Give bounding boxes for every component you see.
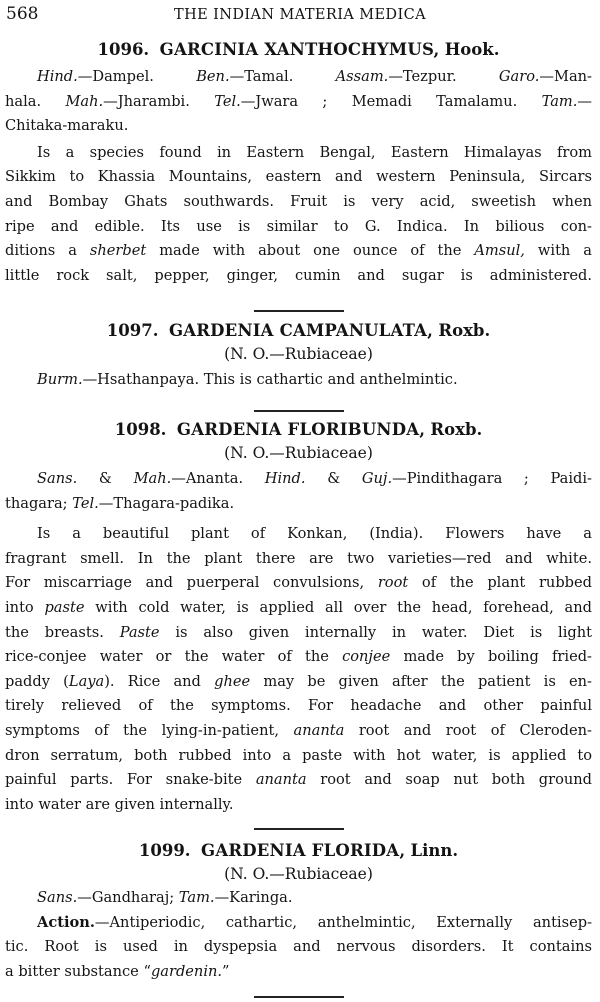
natural-order: (N. O.—Rubiaceae) — [224, 444, 373, 462]
text-line: rice-conjee water or the water of the conjee made by boiling fried- — [5, 648, 592, 666]
text-line: and Bombay Ghats southwards. Fruit is very acid, sweetish when — [5, 192, 592, 210]
entry-authority: Linn. — [410, 841, 459, 860]
entry-number: 1098. — [114, 420, 167, 439]
entry-name: GARDENIA FLORIDA, — [201, 841, 406, 860]
vernacular-names — [5, 65, 592, 139]
running-head — [6, 4, 594, 26]
names-line: thagara; Tel.—Thagara-padika. — [5, 494, 235, 512]
names-line: Hind.—Dampel. Ben.—Tamal. Assam.—Tezpur. Garo.—Man- — [37, 68, 592, 85]
text-line: paddy (Laya). Rice and ghee may be given after the patient is en- — [5, 672, 592, 690]
text-line: painful parts. For snake-bite ananta root and soap nut both ground — [5, 771, 593, 789]
page-number: 568 — [6, 4, 39, 24]
text-line: the breasts. Paste is also given internally in water. Diet is light — [5, 623, 592, 641]
names-line: Sans. & Mah.—Ananta. Hind. & Guj.—Pindithagara ; Paidi- — [37, 470, 592, 487]
names-line: hala. Mah.—Jharambi. Tel.—Jwara ; Memadi Tamalamu. Tam.— — [5, 92, 592, 110]
text-line: tic. Root is used in dyspepsia and nervous disorders. It contains — [5, 938, 592, 956]
text-line: tirely relieved of the symptoms. For headache and other painful — [5, 697, 592, 715]
text-line: Is a beautiful plant of Konkan, (India). Flowers have a — [37, 525, 592, 543]
entry-number: 1097. — [106, 321, 159, 340]
section-divider — [254, 410, 344, 412]
text-line: ditions a sherbet made with about one ounce of the Amsul, with a — [5, 242, 593, 260]
entry-authority: Roxb. — [438, 321, 491, 340]
entry-name: GARDENIA FLORIBUNDA, — [176, 420, 426, 439]
text-line: Sikkim to Khassia Mountains, eastern and western Peninsula, Sircars — [5, 168, 592, 186]
text-line: ripe and edible. Its use is similar to G. Indica. In bilious con- — [5, 217, 592, 235]
entry-heading — [5, 838, 592, 863]
entry-name: GARCINIA XANTHOCHYMUS, — [159, 40, 440, 59]
entry-1097 — [5, 318, 592, 393]
running-title: THE INDIAN MATERIA MEDICA — [174, 7, 426, 23]
entry-heading — [5, 37, 592, 62]
action-label: Action. — [37, 913, 95, 931]
vernacular-names — [5, 886, 592, 911]
text-line: Action.—Antiperiodic, cathartic, anthelmintic, Externally antisep- — [37, 913, 592, 931]
entry-1099 — [5, 838, 592, 984]
entry-1098 — [5, 417, 592, 817]
action-paragraph — [5, 911, 592, 985]
text-line: into paste with cold water, is applied all over the head, forehead, and — [5, 598, 592, 616]
text-line: dron serratum, both rubbed into a paste with hot water, is applied to — [5, 746, 592, 764]
text-line: a bitter substance “gardenin.” — [5, 962, 230, 980]
entry-number: 1096. — [97, 40, 150, 59]
description-paragraph — [5, 522, 592, 817]
text-line: into water are given internally. — [5, 795, 234, 813]
text-line: little rock salt, pepper, ginger, cumin and sugar is administered. — [5, 266, 592, 284]
section-divider — [254, 310, 344, 312]
entry-1096 — [5, 37, 592, 288]
entry-authority: Roxb. — [430, 420, 483, 439]
section-divider — [254, 996, 344, 998]
names-line: Burm.—Hsathanpaya. This is cathartic and anthelmintic. — [37, 371, 458, 388]
entry-number: 1099. — [138, 841, 191, 860]
vernacular-names — [5, 467, 592, 516]
entry-heading — [5, 417, 592, 442]
entry-heading — [5, 318, 592, 343]
entry-name: GARDENIA CAMPANULATA, — [168, 321, 434, 340]
names-line: Chitaka-maraku. — [5, 117, 129, 135]
text-line: symptoms of the lying-in-patient, ananta root and root of Cleroden- — [5, 721, 592, 739]
text-line: For miscarriage and puerperal convulsions, root of the plant rubbed — [5, 574, 592, 592]
text-line: fragrant smell. In the plant there are two varieties—red and white. — [5, 549, 592, 567]
natural-order: (N. O.—Rubiaceae) — [224, 345, 373, 363]
text-line: Is a species found in Eastern Bengal, Eastern Himalayas from — [37, 143, 592, 161]
description-paragraph — [5, 141, 592, 289]
names-line: Sans.—Gandharaj; Tam.—Karinga. — [37, 889, 293, 906]
section-divider — [254, 828, 344, 830]
entry-authority: Hook. — [444, 40, 500, 59]
vernacular-names — [5, 368, 592, 393]
natural-order: (N. O.—Rubiaceae) — [224, 865, 373, 883]
